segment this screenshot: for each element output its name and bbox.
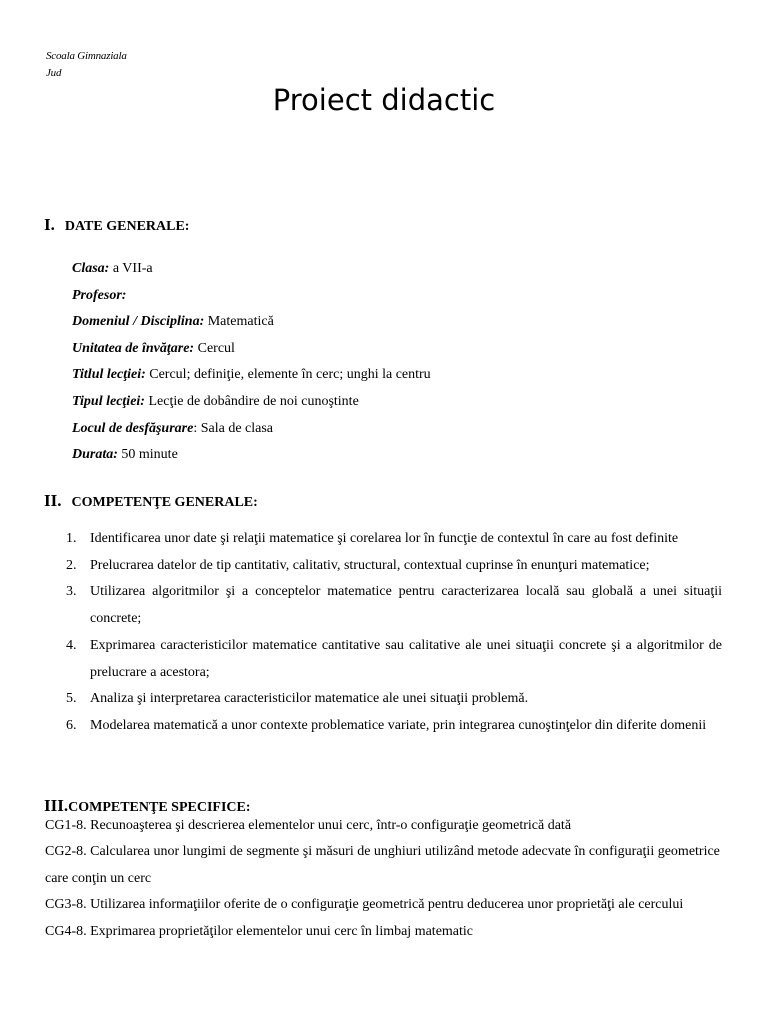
- list-item-text: Analiza şi interpretarea caracteristicilor matematice ale unei situaţii problemă.: [90, 691, 529, 707]
- list-item-text: Prelucrarea datelor de tip cantitativ, calitativ, structural, contextual cuprinse în enunţuri matematice;: [90, 557, 650, 573]
- list-item-number: 4.: [66, 637, 77, 653]
- section-heading: DATE GENERALE:: [64, 219, 190, 234]
- list-item-number: 2.: [66, 557, 77, 573]
- field-value: : Sala de clasa: [193, 420, 274, 436]
- section-number: I.: [44, 215, 55, 234]
- list-item: [66, 579, 722, 632]
- field-duration: [72, 442, 431, 469]
- section-heading: COMPETENŢE GENERALE:: [71, 495, 258, 510]
- list-item-number: 1.: [66, 531, 77, 546]
- field-discipline: [72, 309, 431, 336]
- school-name: Scoala Gimnaziala: [46, 50, 127, 62]
- field-lesson-type: [72, 389, 431, 416]
- field-lesson-title: [72, 362, 431, 389]
- list-item: [66, 713, 722, 740]
- general-competences-list: [66, 526, 722, 740]
- field-label: Domeniul / Disciplina:: [72, 314, 205, 330]
- list-item-text: Modelarea matematică a unor contexte problematice variate, prin integrarea cunoştinţelor din diferite domenii: [90, 717, 707, 733]
- field-label: Tipul lecţiei:: [72, 393, 145, 409]
- list-item-text: Exprimarea caracteristicilor matematice cantitative sau calitative ale unei situaţii concrete şi a algoritmilor de prelucrare a acestora;: [90, 637, 722, 680]
- specific-competence-item: CG1-8. Recunoaşterea şi descrierea elementelor unui cerc, într-o configuraţie geometrică dată: [45, 818, 572, 833]
- section-heading: COMPETENŢE SPECIFICE:: [68, 800, 251, 815]
- field-teacher: [72, 283, 431, 310]
- list-item: [66, 553, 722, 580]
- page-title: Proiect didactic: [272, 83, 496, 117]
- general-data-fields: [72, 256, 431, 469]
- field-value: a VII-a: [109, 261, 153, 276]
- field-location: [72, 416, 431, 443]
- specific-competence-item: CG3-8. Utilizarea informaţiilor oferite de o configuraţie geometrică pentru deducerea unor proprietăţi ale cercului: [45, 897, 684, 913]
- field-value: Lecţie de dobândire de noi cunoştinte: [144, 393, 359, 409]
- field-label: Durata:: [72, 447, 118, 463]
- specific-competences-list: [45, 813, 725, 945]
- specific-competence-item: CG2-8. Calcularea unor lungimi de segmente şi măsuri de unghiuri utilizând metode adecvate în configuraţii geometrice care conţin un cerc: [45, 844, 720, 886]
- list-item-number: 6.: [66, 717, 77, 733]
- field-value: Matematică: [204, 314, 274, 330]
- list-item-number: 5.: [66, 691, 77, 707]
- list-item: [66, 686, 722, 713]
- list-item: [66, 526, 722, 553]
- school-header: [46, 48, 127, 82]
- field-label: Clasa:: [72, 261, 110, 276]
- field-value: Cercul: [194, 340, 235, 356]
- section-general-competences-heading: [44, 492, 258, 512]
- section-number: III.: [44, 796, 69, 815]
- field-value: 50 minute: [117, 447, 178, 463]
- field-label: Locul de desfăşurare: [72, 420, 194, 436]
- school-county: Jud: [46, 67, 62, 79]
- field-value: Cercul; definiţie, elemente în cerc; unghi la centru: [145, 367, 431, 383]
- field-label: Profesor:: [72, 287, 127, 303]
- list-item-number: 3.: [66, 584, 77, 600]
- field-label: Unitatea de învăţare:: [72, 340, 195, 356]
- field-learning-unit: [72, 336, 431, 363]
- field-label: Titlul lecţiei:: [72, 367, 146, 383]
- section-number: II.: [44, 491, 62, 510]
- list-item-text: Utilizarea algoritmilor şi a conceptelor matematice pentru caracterizarea locală sau globală a unei situaţii concrete;: [90, 584, 722, 627]
- section-general-data-heading: [44, 216, 189, 236]
- field-class: [72, 256, 431, 283]
- list-item-text: Identificarea unor date şi relaţii matematice şi corelarea lor în funcţie de contextul în care au fost definite: [90, 531, 679, 546]
- list-item: [66, 633, 722, 686]
- specific-competence-item: CG4-8. Exprimarea proprietăţilor elementelor unui cerc în limbaj matematic: [45, 923, 474, 939]
